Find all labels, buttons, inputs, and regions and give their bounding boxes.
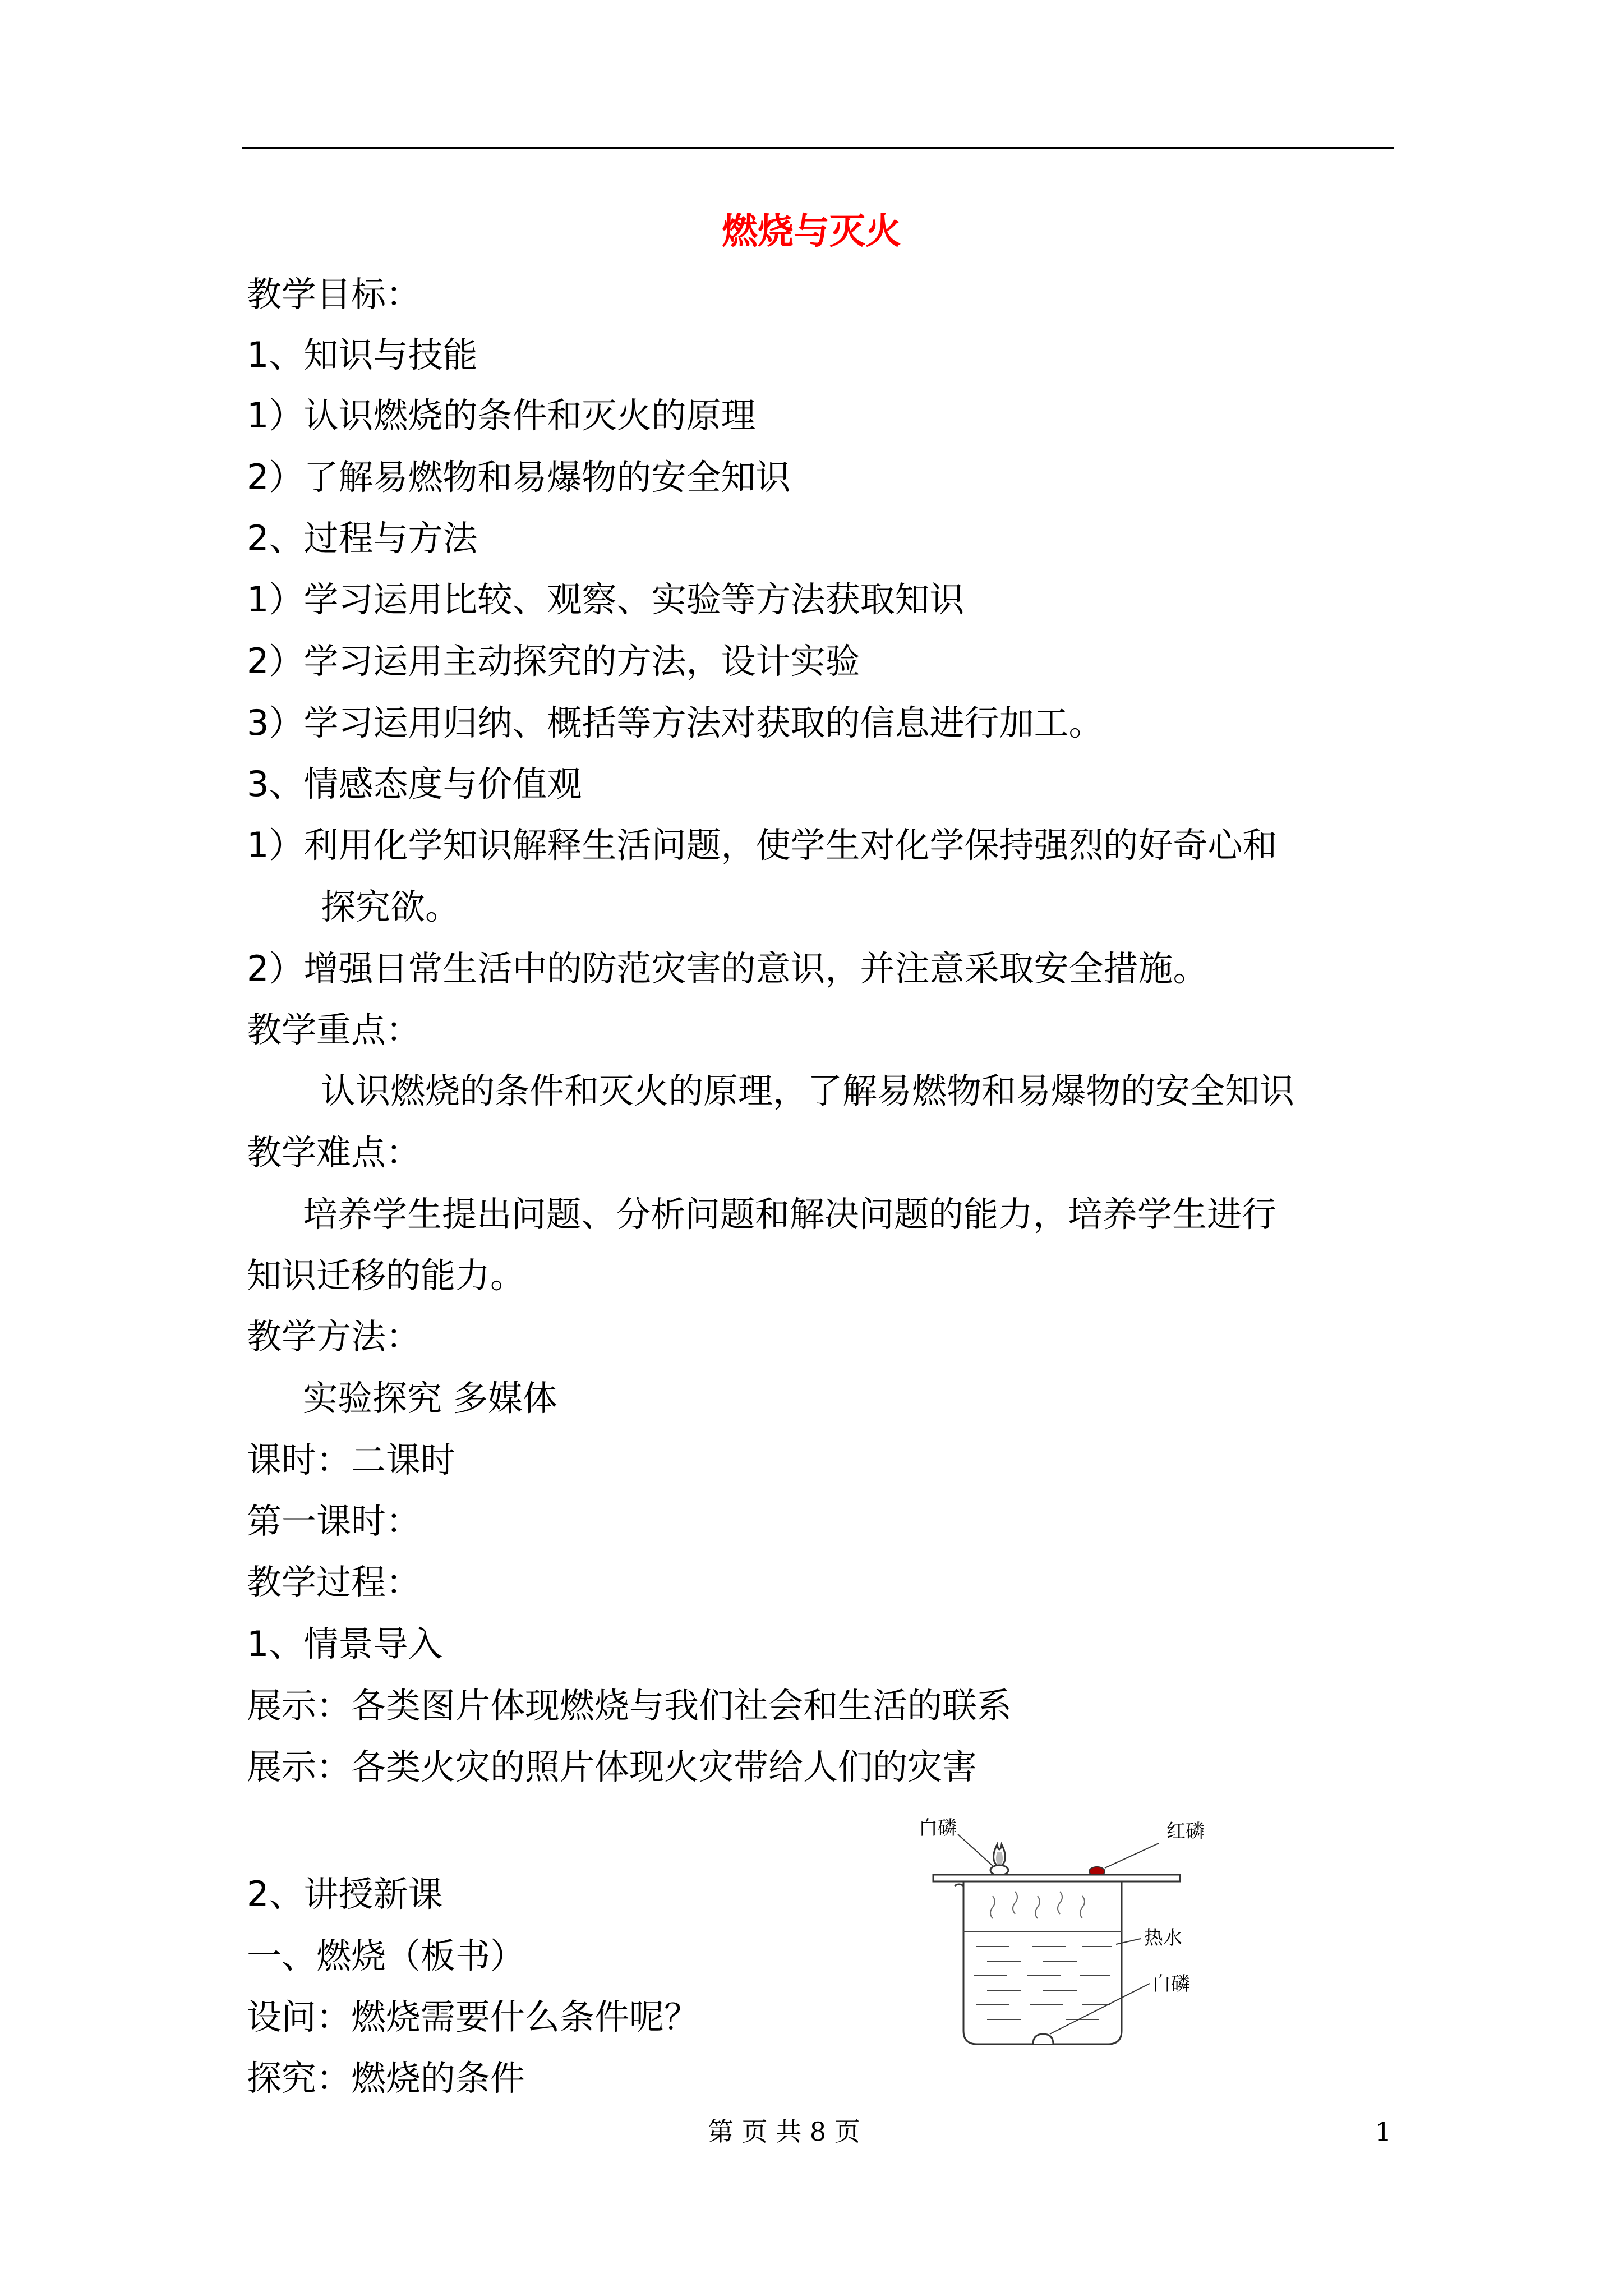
page-footer: 第 页 共 8 页 (708, 2116, 860, 2147)
flame-core-icon (996, 1852, 1003, 1865)
label-red-phosphorus: 红磷 (1166, 1820, 1205, 1843)
text-line: 探究欲。 (321, 886, 460, 927)
text-line: 教学过程： (247, 1562, 421, 1603)
text-line: 培养学生提出问题、分析问题和解决问题的能力，培养学生进行 (303, 1194, 1277, 1235)
text-line: 教学目标： (247, 274, 421, 315)
text-line: 教学难点： (247, 1132, 421, 1173)
text-line: 教学方法： (247, 1316, 421, 1357)
page-number: 1 (1375, 2116, 1392, 2147)
text-line: 3、情感态度与价值观 (247, 763, 582, 804)
text-line: 第一课时： (247, 1501, 421, 1542)
text-line: 3）学习运用归纳、概括等方法对获取的信息进行加工。 (247, 702, 1104, 743)
copper-plate (933, 1875, 1180, 1881)
text-line: 知识迁移的能力。 (247, 1255, 525, 1296)
white-phosphorus-bottom-icon (1033, 2034, 1053, 2044)
leader-line (1050, 1984, 1150, 2034)
label-hot-water: 热水 (1144, 1927, 1182, 1949)
steam-lines (990, 1892, 1085, 1918)
text-line: 1、知识与技能 (247, 334, 478, 375)
text-line: 教学重点： (247, 1009, 421, 1050)
leader-line (958, 1834, 993, 1866)
text-line: 课时：二课时 (247, 1439, 456, 1480)
text-line: 2）了解易燃物和易爆物的安全知识 (247, 457, 791, 498)
document-title: 燃烧与灭火 (722, 211, 901, 252)
text-line: 1）认识燃烧的条件和灭火的原理 (247, 395, 756, 436)
text-line: 展示：各类图片体现燃烧与我们社会和生活的联系 (247, 1685, 1012, 1726)
text-line: 一、燃烧（板书） (247, 1935, 525, 1976)
text-line: 展示：各类火灾的照片体现火灾带给人们的灾害 (247, 1746, 978, 1787)
text-line: 认识燃烧的条件和灭火的原理，了解易燃物和易爆物的安全知识 (321, 1070, 1295, 1111)
leader-line (1116, 1939, 1141, 1944)
water-lines (963, 1932, 1122, 2019)
text-line: 实验探究 多媒体 (303, 1378, 557, 1419)
label-white-phosphorus-bottom: 白磷 (1152, 1973, 1190, 1995)
text-line: 1）利用化学知识解释生活问题，使学生对化学保持强烈的好奇心和 (247, 825, 1278, 866)
text-line: 2）增强日常生活中的防范灾害的意识，并注意采取安全措施。 (247, 948, 1208, 989)
text-line: 1）学习运用比较、观察、实验等方法获取知识 (247, 579, 965, 620)
white-phosphorus-top-icon (990, 1865, 1008, 1875)
combustion-experiment-figure (903, 1812, 1251, 2059)
beaker-lip (955, 1884, 963, 1886)
text-line: 设问：燃烧需要什么条件呢？ (247, 1996, 699, 2037)
text-line: 2）学习运用主动探究的方法，设计实验 (247, 641, 860, 682)
leader-line (1105, 1843, 1159, 1868)
text-line: 1、情景导入 (247, 1623, 443, 1664)
text-line: 2、讲授新课 (247, 1874, 443, 1915)
header-rule (242, 147, 1394, 149)
text-line: 2、过程与方法 (247, 518, 478, 559)
label-white-phosphorus-top: 白磷 (919, 1817, 957, 1839)
text-line: 探究：燃烧的条件 (247, 2058, 525, 2099)
